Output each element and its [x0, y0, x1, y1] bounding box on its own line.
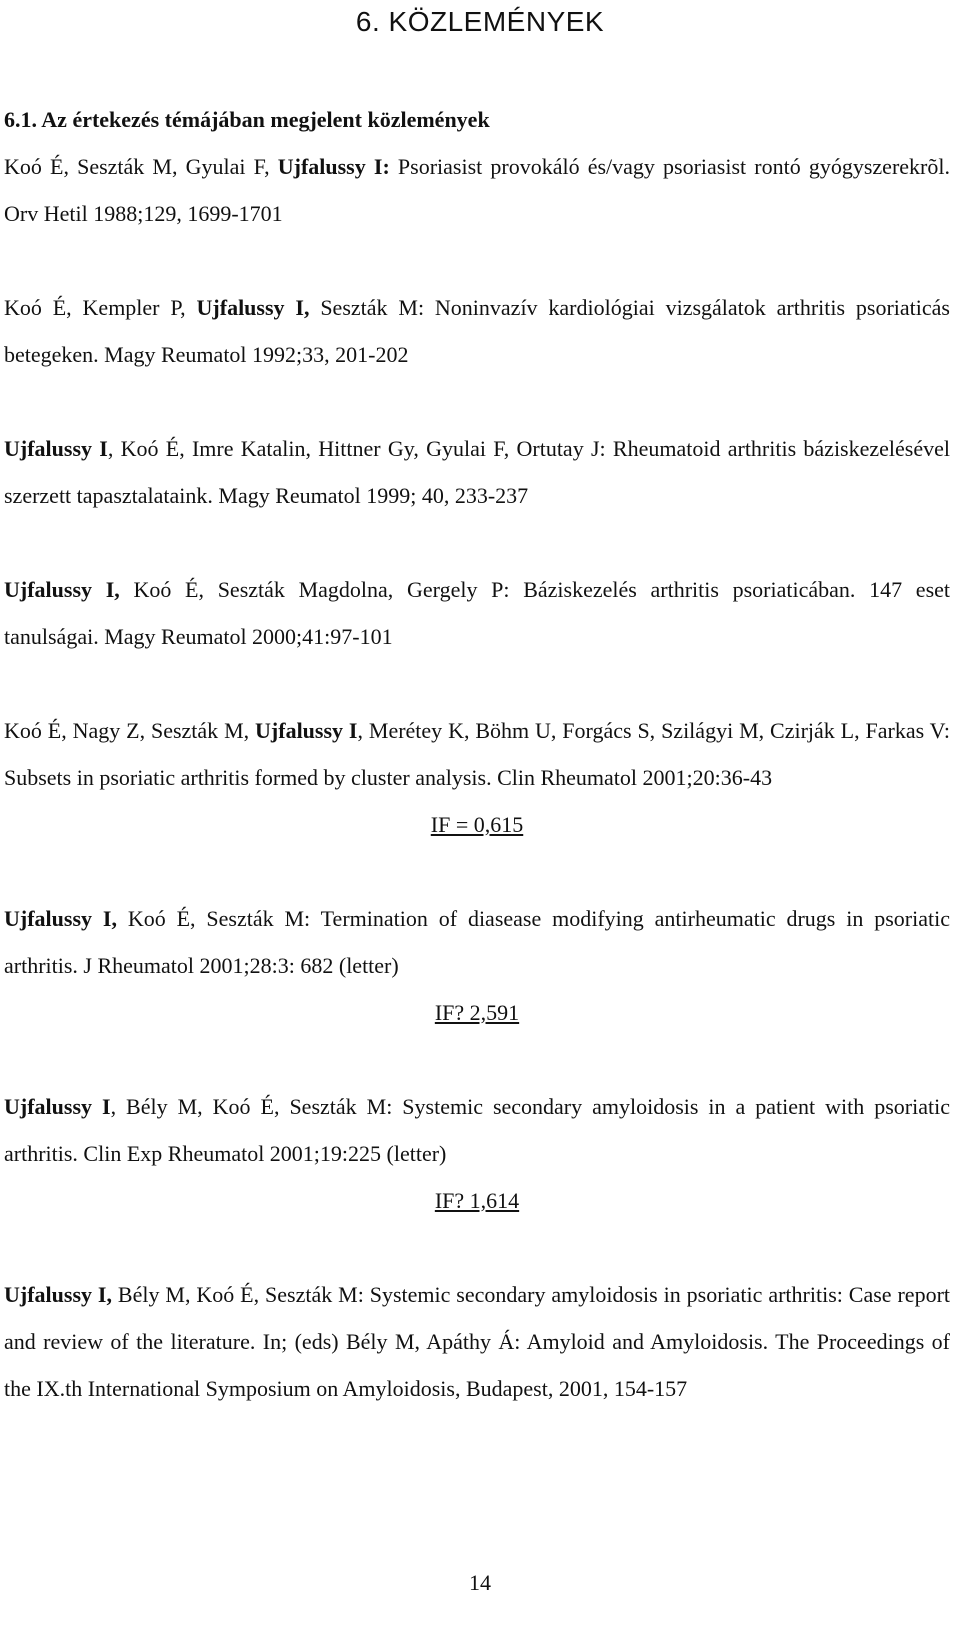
reference-item: [4, 143, 950, 237]
reference-rest: Psoriasist provokáló és/vagy psoriasist rontó gyógyszerekrõl. Orv Hetil 1988;129, 1699-1701: [4, 154, 950, 226]
reference-rest: , Merétey K, Böhm U, Forgács S, Szilágyi M, Czirják L, Farkas V: Subsets in psoriatic arthritis formed by cluster analysis. Clin Rheumatol 2001;20:36-43: [4, 718, 951, 790]
reference-authors-before: Koó É, Seszták M, Gyulai F,: [4, 154, 278, 179]
reference-author-highlight: Ujfalussy I,: [4, 906, 117, 931]
reference-author-highlight: Ujfalussy I,: [4, 1282, 112, 1307]
reference-rest: Bély M, Koó É, Seszták M: Systemic secondary amyloidosis in psoriatic arthritis: Case report and review of the literature. In; (eds) Bély M, Apáthy Á: Amyloid and Amyloidosis. The Proceedings of the IX.th International Symposium on Amyloidosis, Budapest, 2001, 154-157: [4, 1282, 951, 1401]
reference-rest: , Koó É, Imre Katalin, Hittner Gy, Gyulai F, Ortutay J: Rheumatoid arthritis báziskezelésével szerzett tapasztalataink. Magy Reumatol 1999; 40, 233-237: [4, 436, 950, 508]
reference-list: [4, 143, 950, 1459]
reference-rest: , Bély M, Koó É, Seszták M: Systemic secondary amyloidosis in a patient with psoriatic arthritis. Clin Exp Rheumatol 2001;19:225 (letter): [4, 1094, 950, 1166]
reference-item: [4, 1271, 950, 1412]
reference-item: [4, 284, 950, 378]
reference-rest: Koó É, Seszták Magdolna, Gergely P: Báziskezelés arthritis psoriaticában. 147 eset tanulságai. Magy Reumatol 2000;41:97-101: [4, 577, 951, 649]
reference-authors-before: Koó É, Nagy Z, Seszták M,: [4, 718, 256, 743]
reference-rest: Koó É, Seszták M: Termination of diasease modifying antirheumatic drugs in psoriatic arthritis. J Rheumatol 2001;28:3: 682 (letter): [4, 906, 950, 978]
impact-factor-value: IF? 2,591: [434, 1000, 520, 1025]
reference-author-highlight: Ujfalussy I,: [196, 295, 310, 320]
reference-item: [4, 566, 950, 660]
reference-author-highlight: Ujfalussy I: [255, 718, 358, 743]
reference-author-highlight: Ujfalussy I:: [277, 154, 390, 179]
reference-rest: Seszták M: Noninvazív kardiológiai vizsgálatok arthritis psoriaticás betegeken. Magy Reumatol 1992;33, 201-202: [4, 295, 950, 367]
reference-item: [4, 895, 950, 989]
impact-factor-value: IF = 0,615: [430, 812, 524, 837]
section-heading: 6.1. Az értekezés témájában megjelent közlemények: [4, 107, 490, 132]
impact-factor: [4, 1177, 950, 1224]
reference-item: [4, 1083, 950, 1177]
impact-factor-value: IF? 1,614: [434, 1188, 520, 1213]
chapter-title: 6. KÖZLEMÉNYEK: [355, 6, 605, 37]
page-number: 14: [469, 1570, 491, 1595]
reference-author-highlight: Ujfalussy I: [4, 436, 108, 461]
reference-item: [4, 425, 950, 519]
reference-authors-before: Koó É, Kempler P,: [4, 295, 197, 320]
reference-author-highlight: Ujfalussy I: [4, 1094, 111, 1119]
reference-item: [4, 707, 950, 801]
reference-author-highlight: Ujfalussy I,: [4, 577, 120, 602]
impact-factor: [4, 989, 950, 1036]
impact-factor: [4, 801, 950, 848]
